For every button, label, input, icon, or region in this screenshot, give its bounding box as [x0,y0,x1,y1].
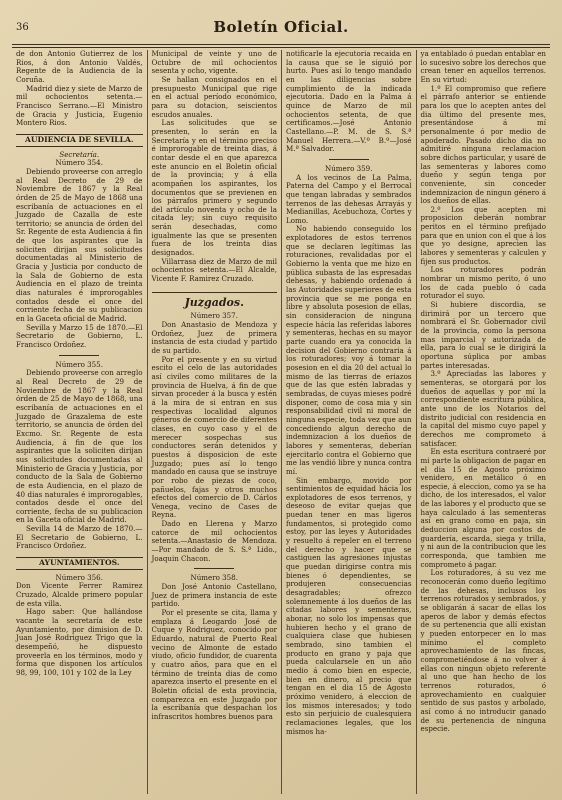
paragraph: Don José Antonio Castellano, Juez de primera instancia de este partido. [151,582,277,609]
paragraph: Sevilla 14 de Marzo de 1870.—El Secretario de Gobierno, L. Francisco Ordoñez. [16,524,143,551]
section-divider [59,355,99,356]
paragraph: Secretaría. [59,149,100,159]
paragraph: Por el presente se cita, llama y emplaza á Leogardo José de Cuque y Rodriguez, conocido por Eduardo, natural de Puerto Real vecino de Almonte de estado viudo, oficio fundidor, de cuarenta y cuatro años, para que en el término de treinta dias de como aparezca inserto el presente en el Boletin oficial de esta provincia, comparezca en este Juzgado por la escribanía que despachan los infrascritos hombres buenos para [151,608,277,721]
paragraph: A los vecinos de La Palma, Paterna del Campo y el Berrocal que tengan labradas y sembrados terrenos de las dehesas Arrayás y Medianillas, Acebuchoza, Cortes y Lomo. [286,172,412,225]
paragraph: Número 355. [55,359,103,369]
paragraph: Debiendo proveerse con arreglo al Real Decreto de 29 de Noviembre de 1867 y la Real órden de 25 de Mayo de 1868 una escribanía de actuaciones en el Juzgado de Cazalla de este territorio; se anuncia de órden del Sr. Regente de esta Audiencia á fin de que los aspirantes que la soliciten dirijan sus solicitudes documentadas al Ministerio de Gracia y Justicia por conducto de la Sala de Gobierno de esta Audiencia en el plazo de treinta dias naturales é improrogables contados desde el once del corriente fecha de su publicacion en la Gaceta oficial de Madrid. [16,166,143,324]
header-double-rule [12,44,550,48]
paragraph: Los roturadores, á su vez me reconocerán como dueño legítimo de las dehesas, inclusos los terrenos roturados y sembrados, y se obligarán á sacar de ellas los aperos de labor y demás efectos de su pertenencia que allí existan y pueden entorpecer en lo mas mínimo el completo aprovechamiento de las fincas, comprometiéndose á no volver á ellas con ningun objeto referente al uno que han hecho de los terrenos roturados, ó aprovechamiento en cualquier sentido de sus pastos y arbolado, así como á no introducir ganado de su pertenencia de ninguna especie. [420,568,546,734]
paragraph: Si hubiere discordia, se dirimirá por un tercero que nombrará el Sr. Gobernador civil de la provincia, como la persona mas imparcial y autorizada de ella, para lo cual se le dirigirá la oportuna súplica por ambas partes interesadas. [420,300,546,370]
paragraph: notificarle la ejecutoria recaida en la causa que se le siguió por hurto. Pues así lo tengo mandado en las diligencias sobre cumplimiento de la indicada ejecutoria. Dado en la Palma á quince de Marzo de mil ochocientos setenta, de que certificamos.—José Antonio Castellano.—P. M. de S. S.ª Manuel Herrera.—V.º B.º—José M.ª Salvador. [286,50,412,154]
paragraph: Número 358. [190,573,238,583]
paragraph: Sin embargo, movido por sentimientos de equidad hácia los explotadores de esos terrenos, y deseoso de evitar quejas que puedan tener en mas ligeros fundamentos, si protegido como estoy, por las leyes y Autoridades y resuelto á repeler en el terreno del derecho y hacer que se castiguen las agresiones injustas que puedan dirigirse contra mis bienes ó dependientes, se produjeren consecuencias desagradables; ofrezco solemnemente á los dueños de las citadas labores y sementeras, abonar, no solo los impensas que hubieren hecho y el grano de cualquiera clase que hubiesen sembrado, sino tambien el producto en grano y paja que pueda calcularsele en un año medio á como bien en especie, bien en dinero, al precio que tengan en el dia 15 de Agosto próximo venidero, á eleccion de los mismos interesados; y todo esto sin perjuicio de cualesquiera reclamaciones legales, que los mismos ha- [286,475,412,736]
paragraph: 1.º El compromiso que refiere el párrafo anterior se entiende para los que lo acepten antes del dia último del presente mes, presentándose á mí personalmente ó por medio de apoderado. Pasado dicho dia no admitiré ninguna reclamacion sobre dichos particular, y usaré de las sementeras y labores como dueño y según tenga por conveniente, sin conceder indemnizacion de ningun género á los dueños de ellas. [420,83,546,206]
paragraph: Se hallan consignados en el presupuesto Municipal que rige en el actual período económico, para su dotacion, seiscientos escudos anuales. [151,74,277,119]
paragraph: de don Antonio Gutierrez de los Rios, á don Antonio Valdés, Regente de la Audiencia de la Coruña. [16,50,143,84]
paragraph: Municipal de veinte y uno de Octubre de mil ochocientos sesenta y ocho, vigente. [151,50,277,76]
paragraph: Los roturadores podrán nombrar un mismo perito, ó uno los de cada pueblo ó cada roturador el suyo. [420,265,546,301]
paragraph: No habiendo conseguido los explotadores de estos terrenos que se declaren legítimas las roturaciones, revalidadas por el Gobierno la venta que me hizo en pública subasta de las espresadas dehesas, y habiendo ordenado á las Autoridades superiores de esta provincia que se me ponga en libre y absoluta posesion de ellas, sin consideracion de ninguna especie hácia las referidas labores y sementeras, hechas en su mayor parte cuando era ya conocida la decision del Gobierno contraria á los roturadores; voy á tomar la posesion en el dia 20 del actual lo mismo de las tierras de eriazos que de las que estén labradas y sembradas, de cuyas mieses podré disponer, como de cosa mia y sin responsabilidad civil ni moral de ninguna especie, toda vez que aun concediendo algun derecho de indemnizacion á los dueños de labores y sementeras, deberían ejercitarlo contra el Gobierno que me las vendió libre y nunca contra mí. [286,224,412,476]
paragraph: Número 357. [190,311,238,321]
paragraph: Sevilla y Marzo 15 de 1870.—El Secretario de Gobierno, L. Francisco Ordoñez. [16,322,143,349]
paragraph: Don Anastasio de Mendoza y Ordoñez, Juez de primera instancia de esta ciudad y partido de su partido. [151,320,277,355]
paragraph: Hago saber: Que hallándose vacante la secretaría de este Ayuntamiento, por dimision de D. Juan José Rodriguez Trigo que la desempeñó, he dispuesto proveerla en los términos, modo y forma que disponen los artículos 98, 99, 100, 101 y 102 de la Ley [16,607,143,677]
column-2 [147,50,282,794]
paragraph: Dado en Llerena y Marzo catorce de mil ochocientos setenta.—Anastasio de Mendoza.—Por mandado de S. S.ª Lido., Joaquin Chacon. [151,519,277,563]
column-3 [281,50,416,794]
paragraph: 2.º Los que acepten mi proposicion deberán nombrar peritos en el término prefijado para que en union con el que á los que yo designe, aprecien las labores y sementeras y calculen y fijen sus productos. [420,204,546,266]
page-title: Boletín Oficial. [213,18,349,36]
paragraph: Debiendo proveerse con arreglo al Real Decreto de 29 de Noviembre de 1867 y la Real órden de 25 de Mayo de 1868, una escribanía de actuaciones en el Juzgado de Grazalema de este territorio, se anuncia de órden del Excmo. Sr. Regente de esta Audiencia, á fin de que los aspirantes que la soliciten dirijan sus solicitudes documentadas al Ministerio de Gracia y Justicia, por conducto de la Sala de Gobierno de esta Audiencia, en el plazo de 40 dias naturales é improrogables, contados desde el once del corriente, fecha de su publicacion en la Gaceta oficial de Madrid. [16,368,143,525]
paragraph: En esta escritura contraeré por mi parte la obligacion de pagar en el dia 15 de Agosto próximo venidero, en metálico ó en especie, á eleccion, como ya se ha dicho, de los interesados, el valor de las labores y el producto que se haya calculado á las sementeras así en grano como en paja, sin deduccion alguna por costos de guardería, escarda, siega y trilla, y ni aun de la contribucion que les corresponda, que tambien me comprometo á pagar. [420,447,546,569]
section-heading: Juzgados. [152,292,278,309]
paragraph: Don Vicente Ferrer Ramirez Cruzado, Alcalde primero popular de esta villa. [16,581,143,608]
text-columns [12,50,550,794]
column-4 [416,50,551,794]
paragraph: ya entablado ó puedan entablar en lo sucesivo sobre los derechos que crean tener en aquellos terrenos. En su virtud: [420,50,546,84]
page-number: 36 [16,22,29,33]
paragraph: 3.º Apreciadas las labores y sementeras, se otorgará por los dueños de aquellas y por mí la correspondiente escritura pública, ante uno de los Notarios del distrito judicial con residencia en la capital del mismo cuyo papel y derechos me comprometo á satisfacer. [420,369,546,448]
section-divider [194,568,234,569]
paragraph: Número 359. [325,163,373,173]
paragraph: Número 356. [55,572,103,582]
column-1 [12,50,147,794]
paragraph: Villarrasa diez de Marzo de mil ochocientos setenta.—El Alcalde, Vicente F. Ramirez Cruzado. [151,256,277,284]
section-divider [329,159,369,160]
paragraph: Madrid diez y siete de Marzo de mil ochocientos setenta.—Francisco Serrano.—El Ministro de Gracia y Justicia, Eugenio Montero Rios. [16,83,143,128]
paragraph: Número 354. [55,158,103,168]
paragraph: Las solicitudes que se presenten, lo serán en la Secretaría y en el término preciso é improrogable de treinta dias, á contar desde el en que aparezca este anuncio en el Boletin oficial de la provincia; y á ella acompañen los aspirantes, los documentos que se previenen en los párrafos primero y segundo del artículo noventa y ocho de la citada ley; sin cuyo requisito serán desechadas, como igualmente las que se presenten fuera de los treinta dias designados. [151,118,277,258]
section-heading: AUDIENCIA DE SEVILLA. [16,134,143,147]
paragraph: Por el presente y en su virtud escito el celo de las autoridades así civiles como militares de la provincia de Huelva, á fin de que sirvan proceder á la busca y estén á la mira de si entran en sus respectivas localidad algunos géneros de comercio de diferentes clases, en cuyo caso y el de merecer sospechas sus conductores serán detenidos y puestos á disposicion de este Juzgado; pues así lo tengo mandado en causa que se instruye por robo de piezas de coco, pañuelos, fajas y otros muchos efectos del comercio de D. Cárlos Venega, vecino de Cases de Reyna. [151,354,277,520]
page-header [0,0,562,44]
section-heading: AYUNTAMIENTOS. [16,557,143,570]
